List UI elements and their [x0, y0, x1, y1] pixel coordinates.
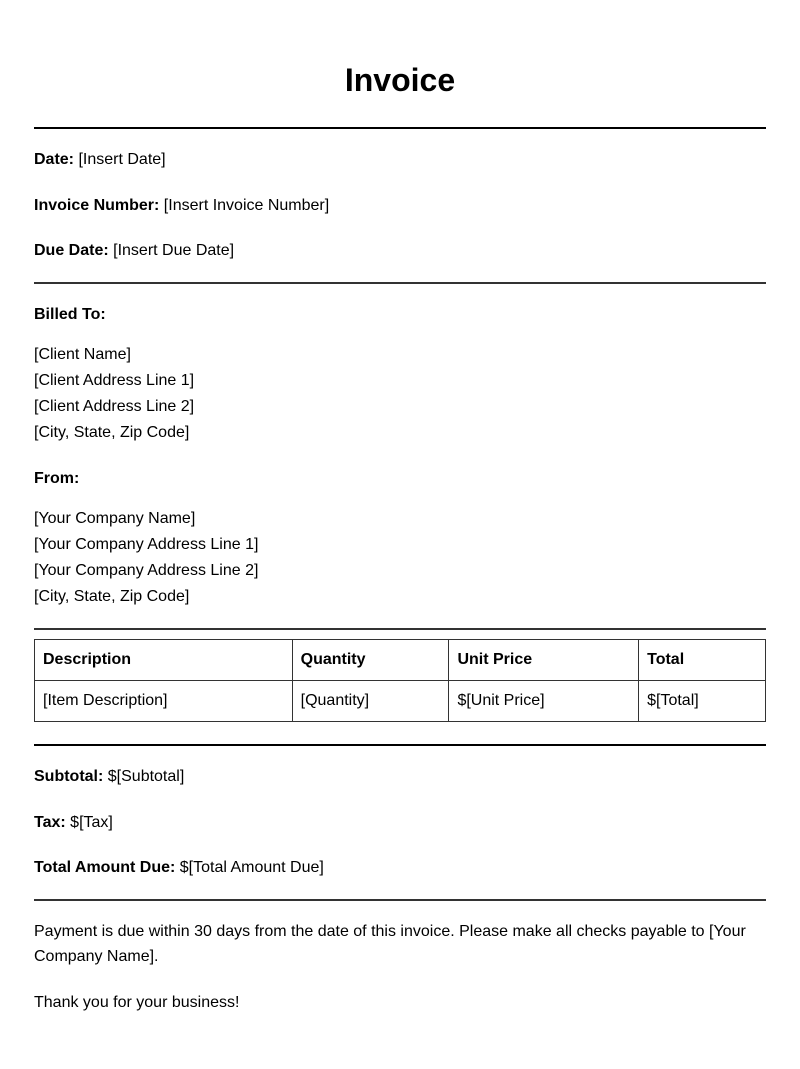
- from-address: [34, 506, 258, 610]
- date-value: [Insert Date]: [74, 151, 166, 168]
- column-header-unit-price: Unit Price: [449, 640, 639, 681]
- client-city-state-zip: [City, State, Zip Code]: [34, 424, 190, 441]
- column-header-description: Description: [35, 640, 293, 681]
- invoice-number-value: [Insert Invoice Number]: [159, 197, 330, 214]
- date-label: Date:: [34, 151, 75, 168]
- due-date-field: [34, 241, 234, 261]
- company-address-line-2: [Your Company Address Line 2]: [34, 562, 259, 579]
- date-field: [34, 150, 166, 170]
- header-divider: [34, 282, 766, 284]
- payment-terms: Payment is due within 30 days from the date of this invoice. Please make all checks payable to [Your Company Name].: [34, 923, 746, 965]
- invoice-number-field: [34, 196, 329, 216]
- company-name: [Your Company Name]: [34, 510, 196, 527]
- subtotal-value: $[Subtotal]: [103, 768, 185, 785]
- company-address-line-1: [Your Company Address Line 1]: [34, 536, 259, 553]
- tax-value: $[Tax]: [65, 814, 113, 831]
- invoice-number-label: Invoice Number:: [34, 197, 160, 214]
- company-city-state-zip: [City, State, Zip Code]: [34, 588, 190, 605]
- total-due-field: [34, 858, 324, 878]
- total-due-value: $[Total Amount Due]: [175, 859, 324, 876]
- address-divider: [34, 628, 766, 630]
- client-address-line-1: [Client Address Line 1]: [34, 372, 195, 389]
- due-date-value: [Insert Due Date]: [108, 242, 235, 259]
- billed-to-heading: [34, 305, 106, 325]
- items-table: [34, 639, 766, 722]
- column-header-quantity: Quantity: [292, 640, 449, 681]
- tax-field: [34, 813, 113, 833]
- billed-to-heading-text: Billed To:: [34, 306, 106, 323]
- client-address-line-2: [Client Address Line 2]: [34, 398, 195, 415]
- billed-to-address: [34, 342, 194, 446]
- column-header-total: Total: [639, 640, 766, 681]
- page-title: Invoice: [344, 62, 456, 98]
- table-divider: [34, 744, 766, 746]
- item-description-cell: [Item Description]: [35, 681, 293, 722]
- from-heading: [34, 469, 79, 489]
- thank-you-note: Thank you for your business!: [34, 994, 240, 1011]
- item-unit-price-cell: $[Unit Price]: [449, 681, 639, 722]
- from-heading-text: From:: [34, 470, 80, 487]
- table-row: [35, 681, 766, 722]
- item-quantity-cell: [Quantity]: [292, 681, 449, 722]
- table-header-row: [35, 640, 766, 681]
- subtotal-field: [34, 767, 184, 787]
- title-divider: [34, 127, 766, 129]
- client-name: [Client Name]: [34, 346, 131, 363]
- total-due-label: Total Amount Due:: [34, 859, 176, 876]
- totals-divider: [34, 899, 766, 901]
- due-date-label: Due Date:: [34, 242, 109, 259]
- subtotal-label: Subtotal:: [34, 768, 104, 785]
- tax-label: Tax:: [34, 814, 66, 831]
- item-total-cell: $[Total]: [639, 681, 766, 722]
